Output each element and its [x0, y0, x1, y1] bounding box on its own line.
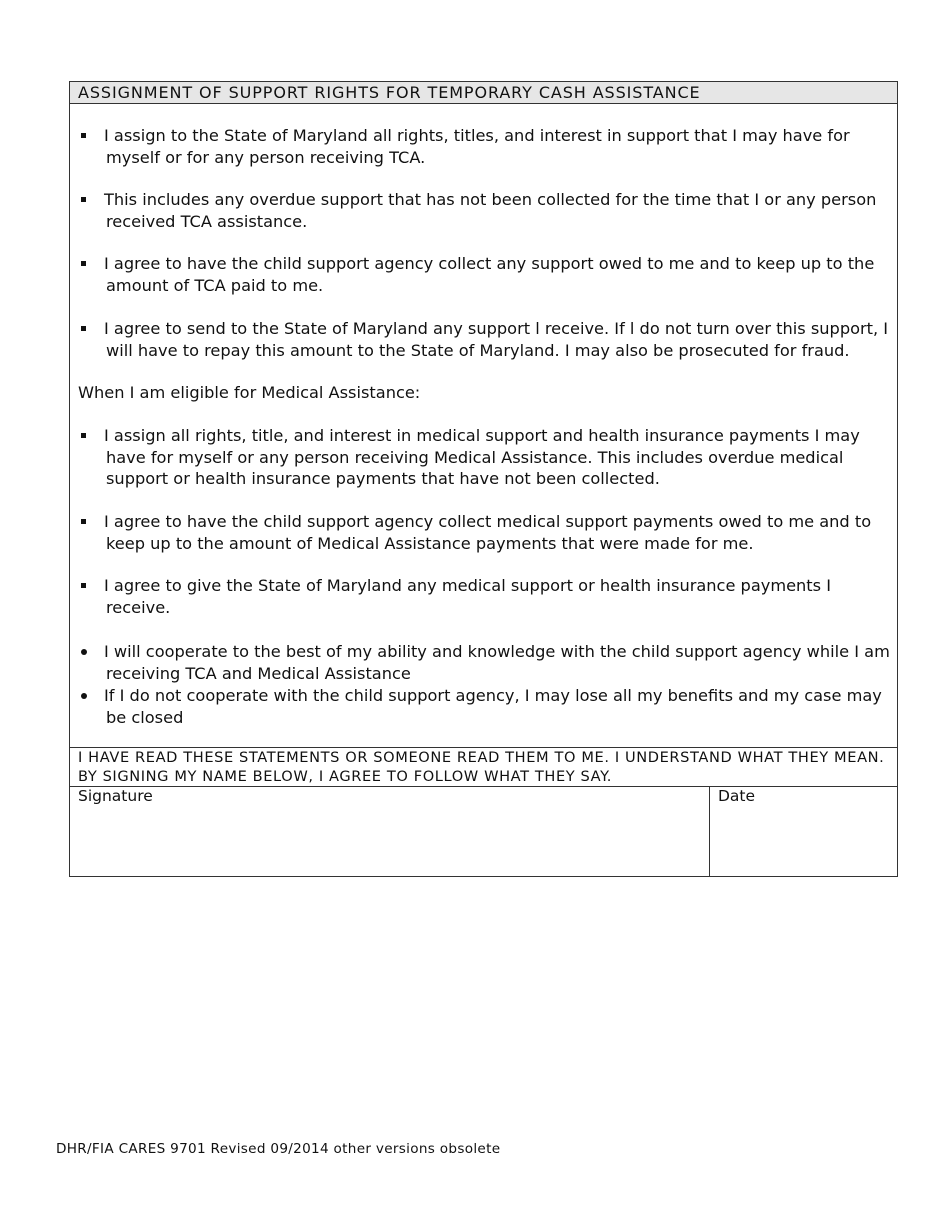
- list-item: [78, 641, 890, 684]
- statement-text: If I do not cooperate with the child support agency, I may lose all my benefits and my case may be closed: [104, 686, 882, 727]
- statement-text: I agree to send to the State of Maryland any support l receive. If l do not turn over this support, I will have to repay this amount to the State of Maryland. I may also be prosecuted for fraud.: [104, 319, 889, 360]
- signature-field[interactable]: [70, 787, 710, 876]
- form-title: ASSIGNMENT OF SUPPORT RIGHTS FOR TEMPORARY CASH ASSISTANCE: [70, 82, 897, 104]
- list-item: [78, 318, 890, 361]
- list-item: [78, 511, 890, 554]
- statement-text: I agree to have the child support agency collect any support owed to me and to keep up to the amount of TCA paid to me.: [104, 254, 875, 295]
- list-item: [78, 575, 890, 618]
- medical-intro: When I am eligible for Medical Assistance:: [78, 383, 421, 402]
- form-footer: DHR/FIA CARES 9701 Revised 09/2014 other versions obsolete: [56, 1141, 501, 1157]
- date-field[interactable]: [710, 787, 897, 876]
- statement-text: I agree to give the State of Maryland any medical support or health insurance payments I receive.: [104, 576, 832, 617]
- list-item: [78, 685, 890, 728]
- signature-row: [70, 787, 897, 876]
- acknowledgement-statement: I HAVE READ THESE STATEMENTS OR SOMEONE READ THEM TO ME. I UNDERSTAND WHAT THEY MEAN. BY SIGNING MY NAME BELOW, I AGREE TO FOLLOW WHAT THEY SAY.: [70, 748, 897, 787]
- statements-section: [70, 104, 897, 748]
- statement-text: I assign all rights, title, and interest in medical support and health insurance payments I may have for myself or any person receiving Medical Assistance. This includes overdue medical support or health insurance payments that have not been collected.: [104, 426, 860, 488]
- date-label: Date: [718, 787, 756, 805]
- statement-text: I will cooperate to the best of my ability and knowledge with the child support agency while I am receiving TCA and Medical Assistance: [104, 642, 890, 683]
- list-item: [78, 125, 890, 168]
- support-rights-form: [69, 81, 898, 877]
- list-item: [78, 425, 890, 490]
- statement-text: I agree to have the child support agency collect medical support payments owed to me and to keep up to the amount of Medical Assistance payments that were made for me.: [104, 512, 872, 553]
- signature-label: Signature: [78, 787, 153, 805]
- list-item: [78, 253, 890, 296]
- statement-text: This includes any overdue support that has not been collected for the time that I or any person received TCA assistance.: [104, 190, 877, 231]
- list-item: [78, 189, 890, 232]
- statement-text: I assign to the State of Maryland all rights, titles, and interest in support that I may have for myself or for any person receiving TCA.: [104, 126, 850, 167]
